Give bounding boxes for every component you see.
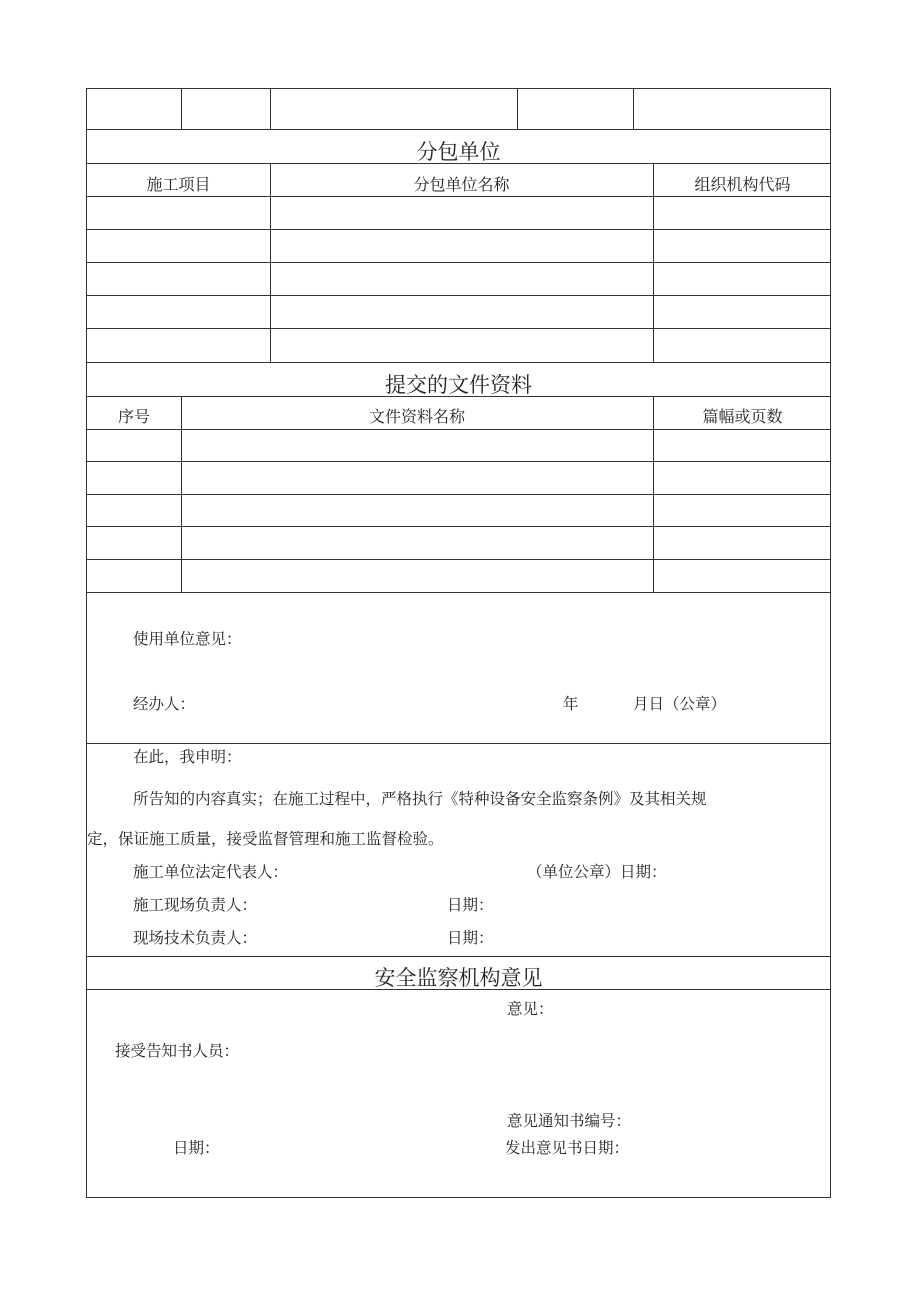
issue-date-label: 发出意见书日期： bbox=[505, 1139, 630, 1157]
grid-line bbox=[87, 129, 830, 130]
table-row bbox=[87, 229, 830, 230]
column-header-project: 施工项目 bbox=[146, 175, 211, 194]
date-year-label: 年 bbox=[563, 695, 579, 713]
declaration-intro: 在此，我申明： bbox=[133, 748, 242, 766]
table-row bbox=[87, 494, 830, 495]
grid-line bbox=[87, 429, 830, 430]
receiver-label: 接受告知书人员： bbox=[115, 1042, 240, 1060]
site-manager-date-label: 日期： bbox=[447, 896, 494, 914]
grid-line bbox=[517, 89, 518, 129]
notification-form bbox=[86, 88, 831, 1198]
site-manager-label: 施工现场负责人： bbox=[133, 896, 258, 914]
table-row bbox=[87, 362, 830, 363]
column-header-org-code: 组织机构代码 bbox=[694, 175, 791, 194]
supervision-section-title: 安全监察机构意见 bbox=[374, 966, 543, 990]
documents-section-title: 提交的文件资料 bbox=[385, 373, 532, 397]
grid-line bbox=[87, 196, 830, 197]
grid-line bbox=[87, 743, 830, 744]
declaration-line-1: 所告知的内容真实；在施工过程中，严格执行《特种设备安全监察条例》及其相关规 bbox=[133, 790, 707, 808]
notice-number-label: 意见通知书编号： bbox=[507, 1112, 632, 1130]
table-row bbox=[87, 295, 830, 296]
grid-line bbox=[270, 89, 271, 129]
table-row bbox=[87, 262, 830, 263]
table-row bbox=[87, 559, 830, 560]
grid-line bbox=[87, 163, 830, 164]
date-stamp-label: 月日（公章） bbox=[633, 695, 727, 713]
supervision-date-label: 日期： bbox=[173, 1139, 220, 1157]
table-row bbox=[87, 461, 830, 462]
column-header-document-name: 文件资料名称 bbox=[368, 407, 465, 426]
table-row bbox=[87, 328, 830, 329]
grid-line bbox=[87, 956, 830, 957]
legal-representative-label: 施工单位法定代表人： bbox=[133, 863, 289, 881]
grid-line bbox=[87, 396, 830, 397]
user-opinion-label: 使用单位意见： bbox=[133, 630, 242, 648]
column-header-serial: 序号 bbox=[117, 407, 150, 426]
table-row bbox=[87, 592, 830, 593]
grid-line bbox=[181, 89, 182, 129]
column-header-pages: 篇幅或页数 bbox=[702, 407, 783, 426]
table-row bbox=[87, 526, 830, 527]
stamp-date-label: （单位公章）日期： bbox=[527, 863, 667, 881]
handler-label: 经办人： bbox=[133, 695, 196, 713]
subcontractor-section-title: 分包单位 bbox=[416, 140, 501, 164]
grid-line bbox=[633, 89, 634, 129]
supervision-opinion-label: 意见： bbox=[507, 1000, 554, 1018]
column-header-subcontractor-name: 分包单位名称 bbox=[413, 175, 510, 194]
tech-manager-label: 现场技术负责人： bbox=[133, 929, 258, 947]
tech-manager-date-label: 日期： bbox=[447, 929, 494, 947]
grid-line bbox=[87, 989, 830, 990]
declaration-line-2: 定，保证施工质量，接受监督管理和施工监督检验。 bbox=[87, 830, 444, 848]
